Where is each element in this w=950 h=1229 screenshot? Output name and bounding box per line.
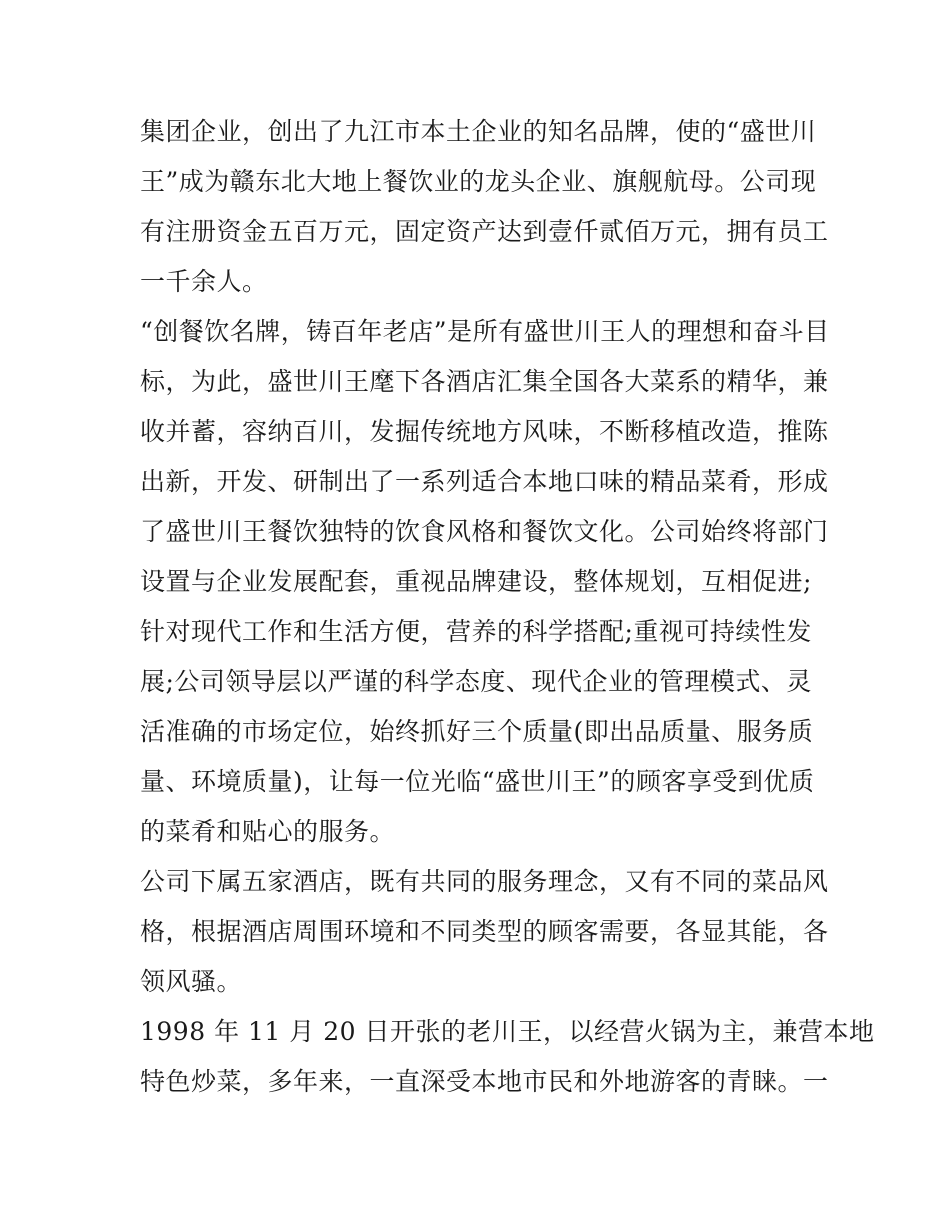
text-line: 公司下属五家酒店，既有共同的服务理念，又有不同的菜品风	[140, 867, 829, 896]
text-line: “创餐饮名牌，铸百年老店”是所有盛世川王人的理想和奋斗目	[140, 317, 830, 346]
text-line: 针对现代工作和生活方便，营养的科学搭配;重视可持续性发	[140, 617, 812, 646]
text-line: 收并蓄，容纳百川，发掘传统地方风味，不断移植改造，推陈	[140, 417, 829, 446]
text-line: 有注册资金五百万元，固定资产达到壹仟贰佰万元，拥有员工	[140, 217, 829, 246]
text-line: 活准确的市场定位，始终抓好三个质量(即出品质量、服务质	[140, 717, 814, 746]
text-line: 了盛世川王餐饮独特的饮食风格和餐饮文化。公司始终将部门	[140, 517, 829, 546]
text-line: 量、环境质量)，让每一位光临“盛世川王”的顾客享受到优质	[140, 767, 815, 796]
text-line: 领风骚。	[140, 967, 243, 996]
text-line: 展;公司领导层以严谨的科学态度、现代企业的管理模式、灵	[140, 667, 812, 696]
text-line: 标，为此，盛世川王麾下各酒店汇集全国各大菜系的精华，兼	[140, 367, 829, 396]
text-line: 的菜肴和贴心的服务。	[140, 817, 396, 846]
text-line: 集团企业，创出了九江市本土企业的知名品牌，使的“盛世川	[140, 117, 817, 146]
text-line: 特色炒菜，多年来，一直深受本地市民和外地游客的青睐。一	[140, 1067, 829, 1096]
text-line: 设置与企业发展配套，重视品牌建设，整体规划，互相促进;	[140, 567, 812, 596]
text-line: 1998 年 11 月 20 日开张的老川王，以经营火锅为主，兼营本地	[140, 1017, 875, 1046]
text-line: 王”成为赣东北大地上餐饮业的龙头企业、旗舰航母。公司现	[140, 167, 817, 196]
text-line: 一千余人。	[140, 267, 268, 296]
text-line: 出新，开发、研制出了一系列适合本地口味的精品菜肴，形成	[140, 467, 829, 496]
text-line: 格，根据酒店周围环境和不同类型的顾客需要，各显其能，各	[140, 917, 829, 946]
